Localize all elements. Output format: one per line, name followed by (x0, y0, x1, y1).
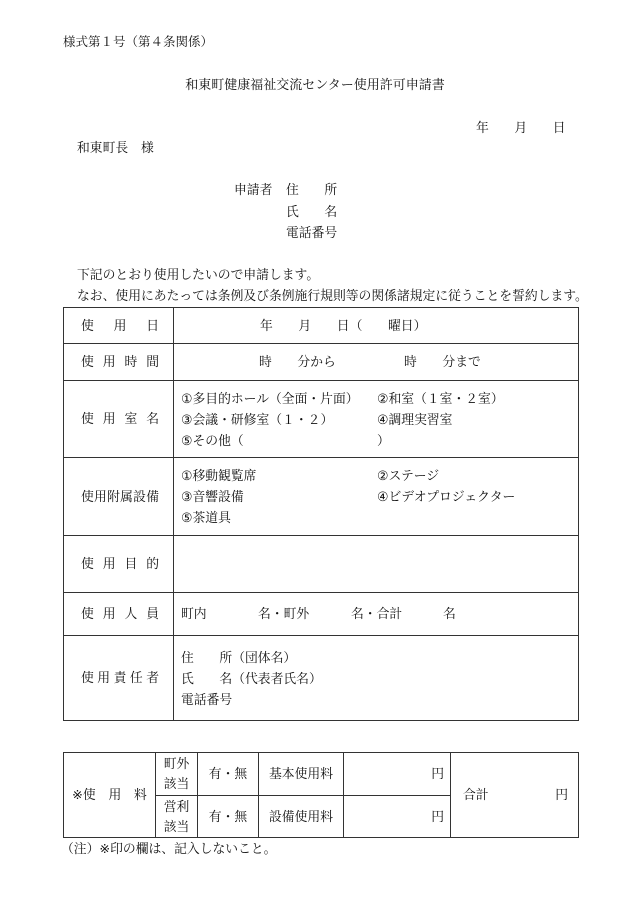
addressee: 和東町長 様 (77, 140, 154, 155)
fee-total-unit: 円 (555, 787, 568, 802)
attendance-value-cell (174, 593, 579, 636)
responsible-phone: 電話番号 (181, 691, 233, 707)
room-option: ④調理実習室 (377, 411, 453, 427)
fee-category-cell (156, 753, 198, 796)
rooms-line (181, 430, 578, 451)
form-number: 様式第１号（第４条関係） (63, 35, 214, 49)
usage-date-label: 使 用 日 (81, 317, 159, 333)
rooms-line (181, 409, 578, 430)
attendance-unit: 名 (443, 606, 456, 621)
usage-date-row (64, 308, 579, 344)
rooms-value-cell (174, 381, 579, 458)
applicant-name-label: 氏 名 (286, 204, 338, 219)
fee-category-line: 町外 (163, 756, 190, 771)
equipment-line (181, 507, 578, 528)
applicant-label: 申請者 (234, 182, 273, 197)
fee-type: 基本使用料 (269, 766, 333, 781)
fee-type: 設備使用料 (269, 808, 333, 824)
usage-time-label: 使用時間 (81, 354, 159, 369)
fee-category-cell (156, 796, 198, 838)
purpose-row (64, 536, 579, 593)
purpose-label: 使用目的 (81, 556, 159, 571)
attendance-town-in: 町内 (181, 606, 207, 621)
rooms-label-cell (64, 381, 174, 458)
equipment-row (64, 458, 579, 536)
usage-time-from: 時 分から (259, 354, 336, 369)
rooms-row (64, 381, 579, 458)
responsible-value-cell (174, 636, 579, 721)
usage-time-value-cell (174, 344, 579, 381)
responsible-address: 住 所（団体名） (181, 649, 297, 665)
fee-unit: 円 (431, 808, 444, 824)
fee-type-cell (259, 796, 344, 838)
fee-category-line: 該当 (163, 776, 190, 791)
equipment-value-cell (174, 458, 579, 536)
usage-time-to: 時 分まで (404, 354, 481, 369)
fee-amount-cell (344, 796, 451, 838)
applicant-address-label: 住 所 (286, 182, 338, 197)
equipment-option: ①移動観覧席 (181, 468, 257, 483)
room-option-other: ⑤その他（ (181, 432, 244, 448)
fee-unit: 円 (431, 766, 444, 781)
date-line: 年 月 日 (476, 120, 566, 135)
rooms-line (181, 388, 578, 409)
room-option: ②和室（１室・２室） (377, 390, 504, 406)
fee-choice: 有・無 (208, 808, 248, 824)
applicant-phone-label: 電話番号 (286, 225, 338, 240)
responsible-name: 氏 名（代表者氏名） (181, 670, 322, 686)
room-option: ③会議・研修室（１・２） (181, 411, 334, 427)
fee-total-cell (451, 753, 579, 838)
responsible-label: 使用責任者 (81, 670, 159, 685)
equipment-option: ③音響設備 (181, 489, 244, 504)
usage-time-label-cell (64, 344, 174, 381)
equipment-label: 使用附属設備 (81, 488, 159, 504)
fee-category-line: 該当 (163, 818, 190, 834)
fee-label: ※使 用 料 (72, 787, 147, 802)
responsible-row (64, 636, 579, 721)
responsible-label-cell (64, 636, 174, 721)
room-option-other-close: ） (377, 432, 390, 448)
usage-table (63, 307, 579, 721)
fee-table (63, 752, 579, 838)
purpose-label-cell (64, 536, 174, 593)
equipment-line (181, 486, 578, 507)
page-title: 和東町健康福祉交流センター使用許可申請書 (185, 77, 445, 92)
intro-line-1: 下記のとおり使用したいので申請します。 (77, 267, 320, 282)
attendance-label: 使用人員 (81, 606, 159, 621)
fee-total (451, 787, 578, 803)
fee-choice-cell (198, 796, 259, 838)
fee-choice-cell (198, 753, 259, 796)
usage-date-label-cell (64, 308, 174, 344)
attendance-total: 名・合計 (351, 606, 403, 621)
attendance-label-cell (64, 593, 174, 636)
attendance-row (64, 593, 579, 636)
fee-type-cell (259, 753, 344, 796)
fee-category-line: 営利 (163, 798, 190, 814)
attendance-town-out: 名・町外 (258, 606, 310, 621)
equipment-label-cell (64, 458, 174, 536)
equipment-option: ②ステージ (377, 468, 440, 483)
fee-amount-cell (344, 753, 451, 796)
usage-date-value-cell (174, 308, 579, 344)
fee-choice: 有・無 (208, 766, 248, 781)
usage-date-template: 年 月 日（ 曜日） (260, 317, 427, 333)
equipment-line (181, 465, 578, 486)
fee-total-label: 合計 (463, 787, 489, 802)
usage-time-row (64, 344, 579, 381)
fee-label-cell (64, 753, 156, 838)
equipment-option: ④ビデオプロジェクター (377, 489, 516, 504)
fee-row (64, 753, 579, 796)
room-option: ①多目的ホール（全面・片面） (181, 390, 359, 406)
purpose-value-cell (174, 536, 579, 593)
rooms-label: 使用室名 (81, 411, 159, 426)
equipment-option: ⑤茶道具 (181, 510, 231, 525)
intro-line-2: なお、使用にあたっては条例及び条例施行規則等の関係諸規定に従うことを誓約します。 (77, 288, 588, 303)
footnote: （注）※印の欄は、記入しないこと。 (61, 841, 277, 856)
